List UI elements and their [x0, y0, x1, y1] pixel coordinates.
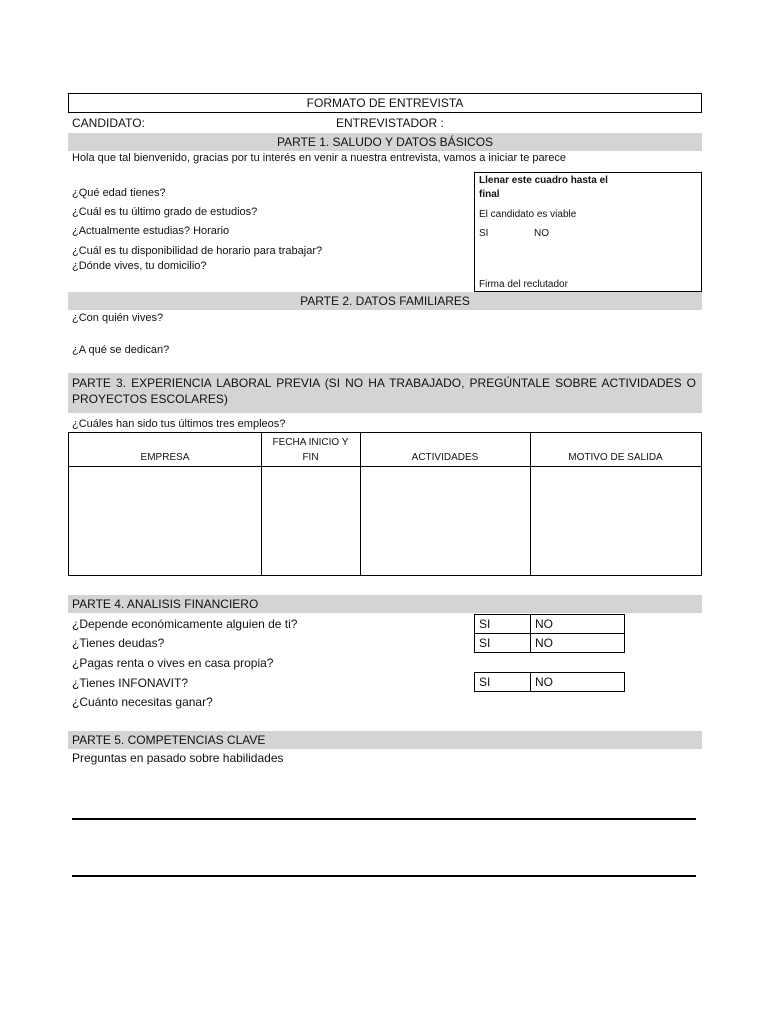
part4-title: PARTE 4. ANALISIS FINANCIERO: [72, 597, 259, 611]
part3-question: ¿Cuáles han sido tus últimos tres empleos?: [72, 418, 286, 430]
grid-row-divider: [475, 633, 624, 634]
answer-grid-depende-deudas: [474, 614, 625, 653]
deudas-no[interactable]: NO: [535, 636, 553, 650]
part5-title: PARTE 5. COMPETENCIAS CLAVE: [72, 733, 266, 747]
depende-no[interactable]: NO: [535, 617, 553, 631]
col-empresa: EMPRESA: [140, 452, 190, 463]
question-edad: ¿Qué edad tienes?: [72, 187, 166, 199]
question-infonavit: ¿Tienes INFONAVIT?: [72, 676, 189, 690]
grid-col-divider: [530, 673, 531, 691]
candidato-label: CANDIDATO:: [72, 116, 145, 130]
cell-motivo[interactable]: [531, 467, 701, 575]
col-actividades: ACTIVIDADES: [411, 452, 479, 463]
recruiter-box: [474, 172, 702, 292]
part4-header: [68, 595, 702, 613]
part1-greeting: Hola que tal bienvenido, gracias por tu interés en venir a nuestra entrevista, vamos a iniciar te parece: [72, 152, 567, 164]
question-depende: ¿Depende económicamente alguien de ti?: [72, 617, 298, 631]
part2-header: [68, 292, 702, 310]
cell-fecha[interactable]: [262, 467, 360, 575]
question-disponibilidad: ¿Cuál es tu disponibilidad de horario para trabajar?: [72, 245, 323, 257]
cell-actividades[interactable]: [361, 467, 530, 575]
question-con-quien: ¿Con quién vives?: [72, 312, 164, 324]
question-cuanto: ¿Cuánto necesitas ganar?: [72, 695, 213, 709]
deudas-si[interactable]: SI: [479, 636, 491, 650]
infonavit-no[interactable]: NO: [535, 675, 553, 689]
part3-title-2: PROYECTOS ESCOLARES): [72, 392, 228, 406]
cell-empresa[interactable]: [69, 467, 261, 575]
part5-header: [68, 731, 702, 749]
employment-table: [68, 432, 702, 576]
infonavit-si[interactable]: SI: [479, 675, 491, 689]
entrevistador-label: ENTREVISTADOR :: [336, 116, 444, 130]
col-fecha-1: FECHA INICIO Y: [272, 437, 349, 448]
recruiter-box-heading-1: Llenar este cuadro hasta el: [479, 175, 608, 186]
form-title-text: FORMATO DE ENTREVISTA: [306, 96, 464, 110]
part2-title: PARTE 2. DATOS FAMILIARES: [300, 294, 470, 308]
part1-header: [68, 133, 702, 151]
question-deudas: ¿Tienes deudas?: [72, 636, 165, 650]
depende-si[interactable]: SI: [479, 617, 491, 631]
part5-subtitle: Preguntas en pasado sobre habilidades: [72, 751, 284, 765]
answer-grid-infonavit: [474, 672, 625, 692]
answer-line-2[interactable]: [72, 875, 696, 877]
question-renta: ¿Pagas renta o vives en casa propia?: [72, 656, 274, 670]
viable-no[interactable]: NO: [534, 228, 549, 239]
col-motivo: MOTIVO DE SALIDA: [568, 452, 663, 463]
part1-title: PARTE 1. SALUDO Y DATOS BÁSICOS: [276, 135, 494, 149]
form-title: [68, 93, 702, 113]
col-fecha-2: FIN: [302, 452, 319, 463]
viable-si[interactable]: SI: [479, 228, 489, 239]
question-estudios: ¿Cuál es tu último grado de estudios?: [72, 206, 258, 218]
recruiter-box-heading-2: final: [479, 189, 500, 200]
question-actualmente: ¿Actualmente estudias? Horario: [72, 225, 230, 237]
firma-label: Firma del reclutador: [479, 279, 568, 290]
answer-line-1[interactable]: [72, 818, 696, 820]
viable-label: El candidato es viable: [479, 209, 577, 220]
question-domicilio: ¿Dónde vives, tu domicilio?: [72, 260, 207, 272]
part3-header: [68, 373, 702, 413]
grid-col-divider: [530, 615, 531, 652]
part3-title-1: PARTE 3. EXPERIENCIA LABORAL PREVIA (SI NO HA TRABAJADO, PREGÚNTALE SOBRE ACTIVIDADES O: [72, 376, 696, 390]
question-a-que-se-dedican: ¿A qué se dedican?: [72, 344, 170, 356]
